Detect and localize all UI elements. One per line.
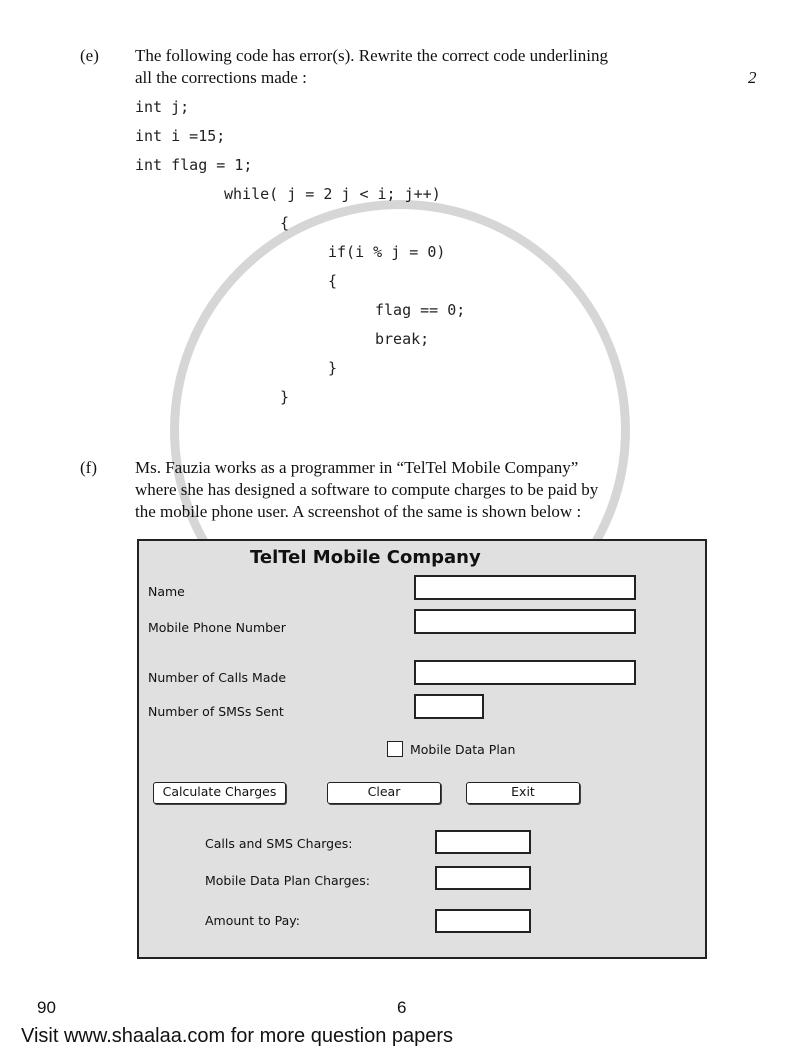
code-line: break;	[375, 330, 430, 348]
code-line: }	[328, 359, 338, 377]
exit-button[interactable]: Exit	[466, 782, 580, 804]
question-f-text-1: Ms. Fauzia works as a programmer in “TelTel Mobile Company”	[135, 458, 579, 477]
code-line: {	[280, 214, 290, 232]
question-f-text-3: the mobile phone user. A screenshot of the same is shown below :	[135, 502, 582, 521]
data-plan-charges-output	[435, 866, 531, 890]
phone-input[interactable]	[414, 609, 636, 634]
form-title: TelTel Mobile Company	[250, 547, 481, 568]
mobile-charges-form	[137, 539, 707, 959]
code-line: if(i % j = 0)	[328, 243, 446, 261]
sms-label: Number of SMSs Sent	[148, 704, 284, 719]
data-plan-charges-label: Mobile Data Plan Charges:	[205, 873, 370, 888]
code-line: flag == 0;	[375, 301, 466, 319]
code-line: while( j = 2 j < i; j++)	[224, 185, 441, 203]
amount-label: Amount to Pay:	[205, 913, 300, 928]
name-input[interactable]	[414, 575, 636, 600]
calculate-charges-button[interactable]: Calculate Charges	[153, 782, 286, 804]
code-line: {	[328, 272, 338, 290]
code-line: int j;	[135, 98, 190, 116]
sms-input[interactable]	[414, 694, 484, 719]
clear-button[interactable]: Clear	[327, 782, 441, 804]
calls-input[interactable]	[414, 660, 636, 685]
visit-link[interactable]: Visit www.shaalaa.com for more question papers	[21, 1025, 454, 1047]
data-plan-label: Mobile Data Plan	[410, 742, 516, 757]
question-f-label: (f)	[80, 458, 97, 477]
name-label: Name	[148, 584, 185, 599]
paper-code: 90	[37, 998, 56, 1017]
code-line: int flag = 1;	[135, 156, 253, 174]
question-e-text-1: The following code has error(s). Rewrite the correct code underlining	[135, 46, 608, 65]
code-line: }	[280, 388, 290, 406]
data-plan-checkbox[interactable]	[387, 741, 403, 757]
code-line: int i =15;	[135, 127, 226, 145]
calls-sms-charges-output	[435, 830, 531, 854]
phone-label: Mobile Phone Number	[148, 620, 286, 635]
amount-output	[435, 909, 531, 933]
page-number: 6	[397, 998, 407, 1017]
question-e-label: (e)	[80, 46, 99, 65]
calls-sms-charges-label: Calls and SMS Charges:	[205, 836, 353, 851]
question-e-text-2: all the corrections made :	[135, 68, 307, 87]
question-f-text-2: where she has designed a software to compute charges to be paid by	[135, 480, 599, 499]
calls-label: Number of Calls Made	[148, 670, 287, 685]
question-e-marks: 2	[748, 68, 757, 87]
